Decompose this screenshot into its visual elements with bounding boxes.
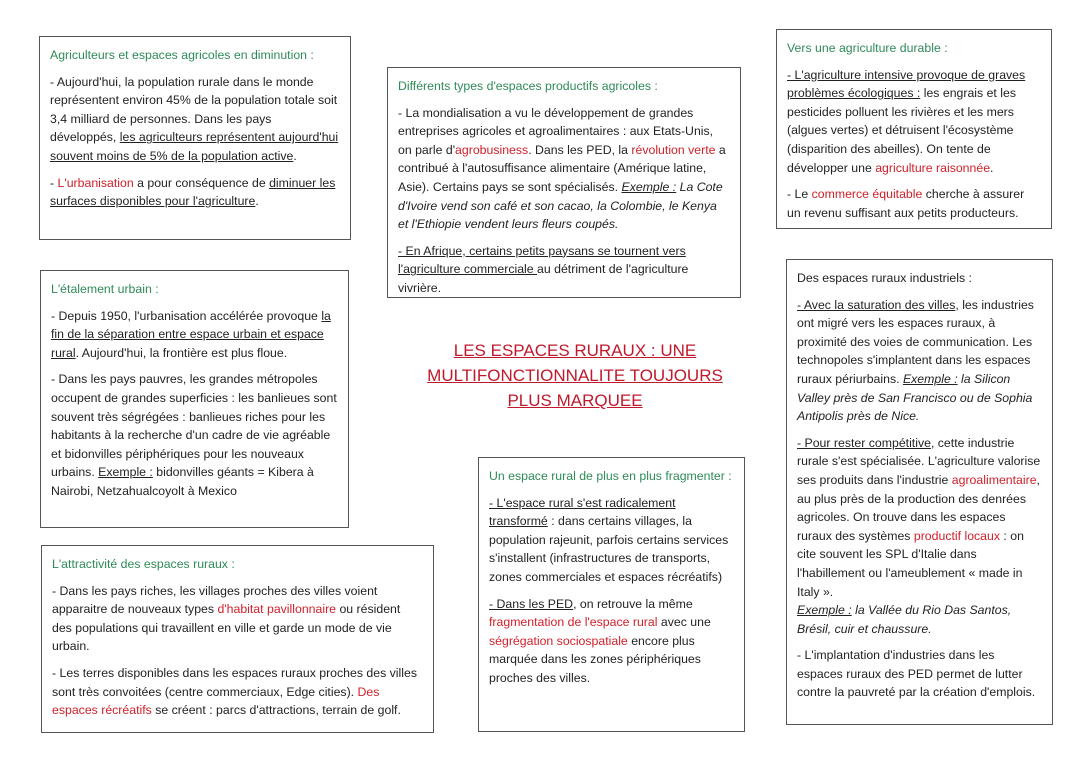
box-agriculture-durable: [776, 29, 1052, 229]
box-attractivite-title: L'attractivité des espaces ruraux :: [52, 557, 235, 571]
box-espaces-industriels-title: Des espaces ruraux industriels :: [797, 271, 972, 285]
box-espaces-industriels: [786, 259, 1053, 725]
box-agriculture-durable-p2: - Le commerce équitable cherche à assurer un revenu suffisant aux petits producteurs.: [787, 187, 1025, 220]
box-espace-fragmente-p1: - L'espace rural s'est radicalement transformé : dans certains villages, la population rajeunit, parfois certains services s'installent (infrastructures de transports, zones commerciales et espaces récréatifs): [489, 495, 729, 584]
box-espaces-industriels-p1: - Avec la saturation des villes, les industries ont migré vers les espaces ruraux, à proximité des voies de communication. Les technopoles s'implantent dans les espaces ruraux périurbains. Exemple : la Silicon Valley près de San Francisco ou de Sophia Antipolis près de Nice.: [797, 297, 1034, 424]
box-espace-fragmente-title: Un espace rural de plus en plus fragmenter :: [489, 469, 732, 483]
box-attractivite: [41, 545, 434, 733]
box-agriculteurs-p2: - L'urbanisation a pour conséquence de diminuer les surfaces disponibles pour l'agriculture.: [50, 175, 336, 209]
box-etalement-urbain: [40, 270, 349, 528]
page-title: [410, 338, 740, 413]
box-attractivite-p2: - Les terres disponibles dans les espaces ruraux proches des villes sont très convoitées (centre commerciaux, Edge cities). Des espaces récréatifs se créent : parcs d'attractions, terrain de golf.: [52, 665, 417, 718]
box-espace-fragmente: [478, 457, 745, 732]
box-espaces-industriels-p2: - Pour rester compétitive, cette industrie rurale s'est spécialisée. L'agriculture valorise ses produits dans l'industrie agroalimentaire, au plus près de la production des denrées agricoles. On trouve dans les espaces ruraux des systèmes productif locaux : on cite souvent les SPL d'Italie dans l'habillement ou l'ameublement « made in Italy ». Exemple : la Vallée du Rio Das Santos, Brésil, cuir et chaussure.: [797, 435, 1041, 636]
box-types-espaces-title: Différents types d'espaces productifs agricoles :: [398, 79, 658, 93]
box-etalement-urbain-title: L'étalement urbain :: [51, 282, 159, 296]
box-etalement-urbain-p2: - Dans les pays pauvres, les grandes métropoles occupent de grandes superficies : les banlieues sont souvent très ségrégées : banlieues riches pour les habitants à la recherche d'un cadre de vie agréable et bidonvilles périphériques pour les nouveaux urbains. Exemple : bidonvilles géants = Kibera à Nairobi, Netzahualcoyolt à Mexico: [51, 372, 337, 498]
box-espace-fragmente-p2: - Dans les PED, on retrouve la même fragmentation de l'espace rural avec une ségrégation sociospatiale encore plus marquée dans les zones périphériques proches des villes.: [489, 596, 711, 685]
box-types-espaces: [387, 67, 741, 298]
box-etalement-urbain-p1: - Depuis 1950, l'urbanisation accélérée provoque la fin de la séparation entre espace urbain et espace rural. Aujourd'hui, la frontière est plus floue.: [51, 308, 331, 360]
box-types-espaces-p1: - La mondialisation a vu le développement de grandes entreprises agricoles et agroalimentaires : aux Etats-Unis, on parle d'agrobusiness. Dans les PED, la révolution verte a contribué à l'autosuffisance alimentaire (Amérique latine, Asie). Certains pays se sont spécialisés. Exemple : La Cote d'Ivoire vend son café et son cacao, la Colombie, le Kenya et l'Ethiopie vendent leurs fleurs coupés.: [398, 105, 726, 232]
page-title-line-3: PLUS MARQUEE: [507, 391, 643, 410]
box-types-espaces-p2: - En Afrique, certains petits paysans se tournent vers l'agriculture commerciale au détriment de l'agriculture vivrière.: [398, 243, 689, 295]
box-agriculteurs: [39, 36, 351, 240]
box-agriculteurs-p1: - Aujourd'hui, la population rurale dans le monde représentent environ 45% de la population totale soit 3,4 milliard de personnes. Dans les pays développés, les agriculteurs représentent aujourd'hui souvent moins de 5% de la population active.: [50, 74, 339, 163]
box-espaces-industriels-p3: - L'implantation d'industries dans les espaces ruraux des PED permet de lutter contre la pauvreté par la création d'emplois.: [797, 648, 1036, 700]
box-attractivite-p1: - Dans les pays riches, les villages proches des villes voient apparaitre de nouveaux types d'habitat pavillonnaire ou résident des populations qui travaillent en ville et garde un mode de vie urbain.: [52, 583, 401, 654]
page-title-line-2: MULTIFONCTIONNALITE TOUJOURS: [427, 366, 723, 385]
box-agriculture-durable-p1: - L'agriculture intensive provoque de graves problèmes écologiques : les engrais et les pesticides polluent les rivières et les mers (algues vertes) et détruisent l'écosystème (disparition des abeilles). On tente de développer une agriculture raisonnée.: [787, 67, 1026, 175]
box-agriculture-durable-title: Vers une agriculture durable :: [787, 41, 948, 55]
box-agriculteurs-title: Agriculteurs et espaces agricoles en diminution :: [50, 48, 314, 62]
page-title-line-1: LES ESPACES RURAUX : UNE: [453, 341, 697, 360]
